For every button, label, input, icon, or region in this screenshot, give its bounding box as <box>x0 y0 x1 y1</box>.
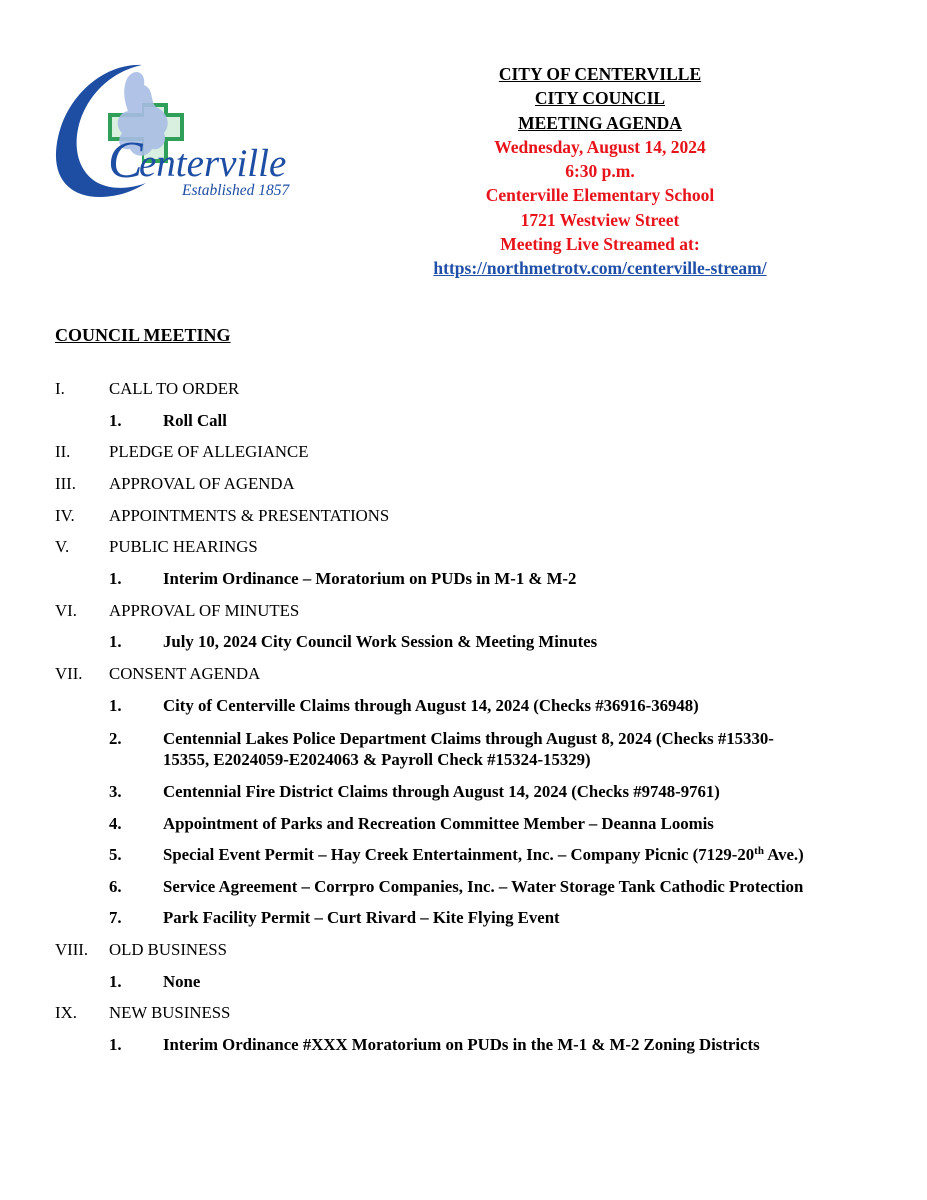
centerville-logo <box>50 55 312 205</box>
agenda-heading: APPOINTMENTS & PRESENTATIONS <box>109 506 390 525</box>
item-number: 5. <box>109 845 122 864</box>
agenda-heading: PUBLIC HEARINGS <box>109 537 258 556</box>
item-number: 1. <box>109 411 122 430</box>
item-number: 2. <box>109 729 122 748</box>
agenda-numeral: VIII. <box>55 940 89 959</box>
agenda-item: None <box>163 972 201 991</box>
meeting-date: Wednesday, August 14, 2024 <box>494 136 706 157</box>
agenda-numeral: V. <box>55 537 70 556</box>
agenda-header <box>360 62 840 281</box>
item-number: 1. <box>109 632 122 651</box>
item-number: 7. <box>109 908 122 927</box>
agenda-item: Service Agreement – Corrpro Companies, Inc. – Water Storage Tank Cathodic Protection <box>163 877 804 896</box>
agenda-heading: APPROVAL OF MINUTES <box>109 601 300 620</box>
meeting-address: 1721 Westview Street <box>520 209 680 230</box>
agenda-numeral: I. <box>55 379 65 398</box>
agenda-item: July 10, 2024 City Council Work Session & Meeting Minutes <box>163 632 598 651</box>
agenda-heading: OLD BUSINESS <box>109 940 227 959</box>
agenda-item: Centennial Fire District Claims through August 14, 2024 (Checks #9748-9761) <box>163 782 720 801</box>
agenda-item-tail: Ave.) <box>763 845 804 864</box>
city-name: CITY OF CENTERVILLE <box>498 64 702 84</box>
agenda-item-continued: 15355, E2024059-E2024063 & Payroll Check #15324-15329) <box>163 750 591 769</box>
agenda-numeral: III. <box>55 474 76 493</box>
document-title: MEETING AGENDA <box>518 112 682 133</box>
item-number: 1. <box>109 696 122 715</box>
agenda-heading: CONSENT AGENDA <box>109 664 261 683</box>
agenda-item: Appointment of Parks and Recreation Committee Member – Deanna Loomis <box>163 814 714 833</box>
agenda-item: Interim Ordinance #XXX Moratorium on PUDs in the M-1 & M-2 Zoning Districts <box>163 1035 760 1054</box>
logo-wordmark: enterville <box>139 142 287 185</box>
ordinal-suffix: th <box>754 845 764 857</box>
item-number: 3. <box>109 782 122 801</box>
agenda-heading: CALL TO ORDER <box>109 379 240 398</box>
item-number: 6. <box>109 877 122 896</box>
stream-label: Meeting Live Streamed at: <box>500 234 700 255</box>
logo-tagline: Established 1857 <box>182 182 290 199</box>
agenda-item: Centennial Lakes Police Department Claims through August 8, 2024 (Checks #15330- <box>163 729 774 748</box>
item-number: 4. <box>109 814 122 833</box>
agenda-numeral: IX. <box>55 1003 77 1022</box>
meeting-time: 6:30 p.m. <box>565 161 635 182</box>
meeting-venue: Centerville Elementary School <box>485 185 715 206</box>
logo-initial: C <box>108 132 143 189</box>
agenda-item-text: Special Event Permit – Hay Creek Entertainment, Inc. – Company Picnic (7129-20 <box>163 845 755 864</box>
agenda-heading: PLEDGE OF ALLEGIANCE <box>109 442 309 461</box>
agenda-numeral: IV. <box>55 506 75 525</box>
agenda-item: City of Centerville Claims through August 14, 2024 (Checks #36916-36948) <box>163 696 699 715</box>
stream-link[interactable]: https://northmetrotv.com/centerville-stream/ <box>433 258 767 279</box>
agenda-numeral: VII. <box>55 664 83 683</box>
agenda-heading: NEW BUSINESS <box>109 1003 231 1022</box>
section-title: COUNCIL MEETING <box>55 325 231 345</box>
agenda-numeral: VI. <box>55 601 77 620</box>
agenda-heading: APPROVAL OF AGENDA <box>109 474 295 493</box>
agenda-item: Roll Call <box>163 411 227 430</box>
item-number: 1. <box>109 1035 122 1054</box>
agenda-item: Interim Ordinance – Moratorium on PUDs in M-1 & M-2 <box>163 569 577 588</box>
item-number: 1. <box>109 569 122 588</box>
item-number: 1. <box>109 972 122 991</box>
agenda-item <box>163 844 804 865</box>
council-name: CITY COUNCIL <box>534 88 666 109</box>
agenda-item: Park Facility Permit – Curt Rivard – Kite Flying Event <box>163 908 560 927</box>
agenda-numeral: II. <box>55 442 71 461</box>
